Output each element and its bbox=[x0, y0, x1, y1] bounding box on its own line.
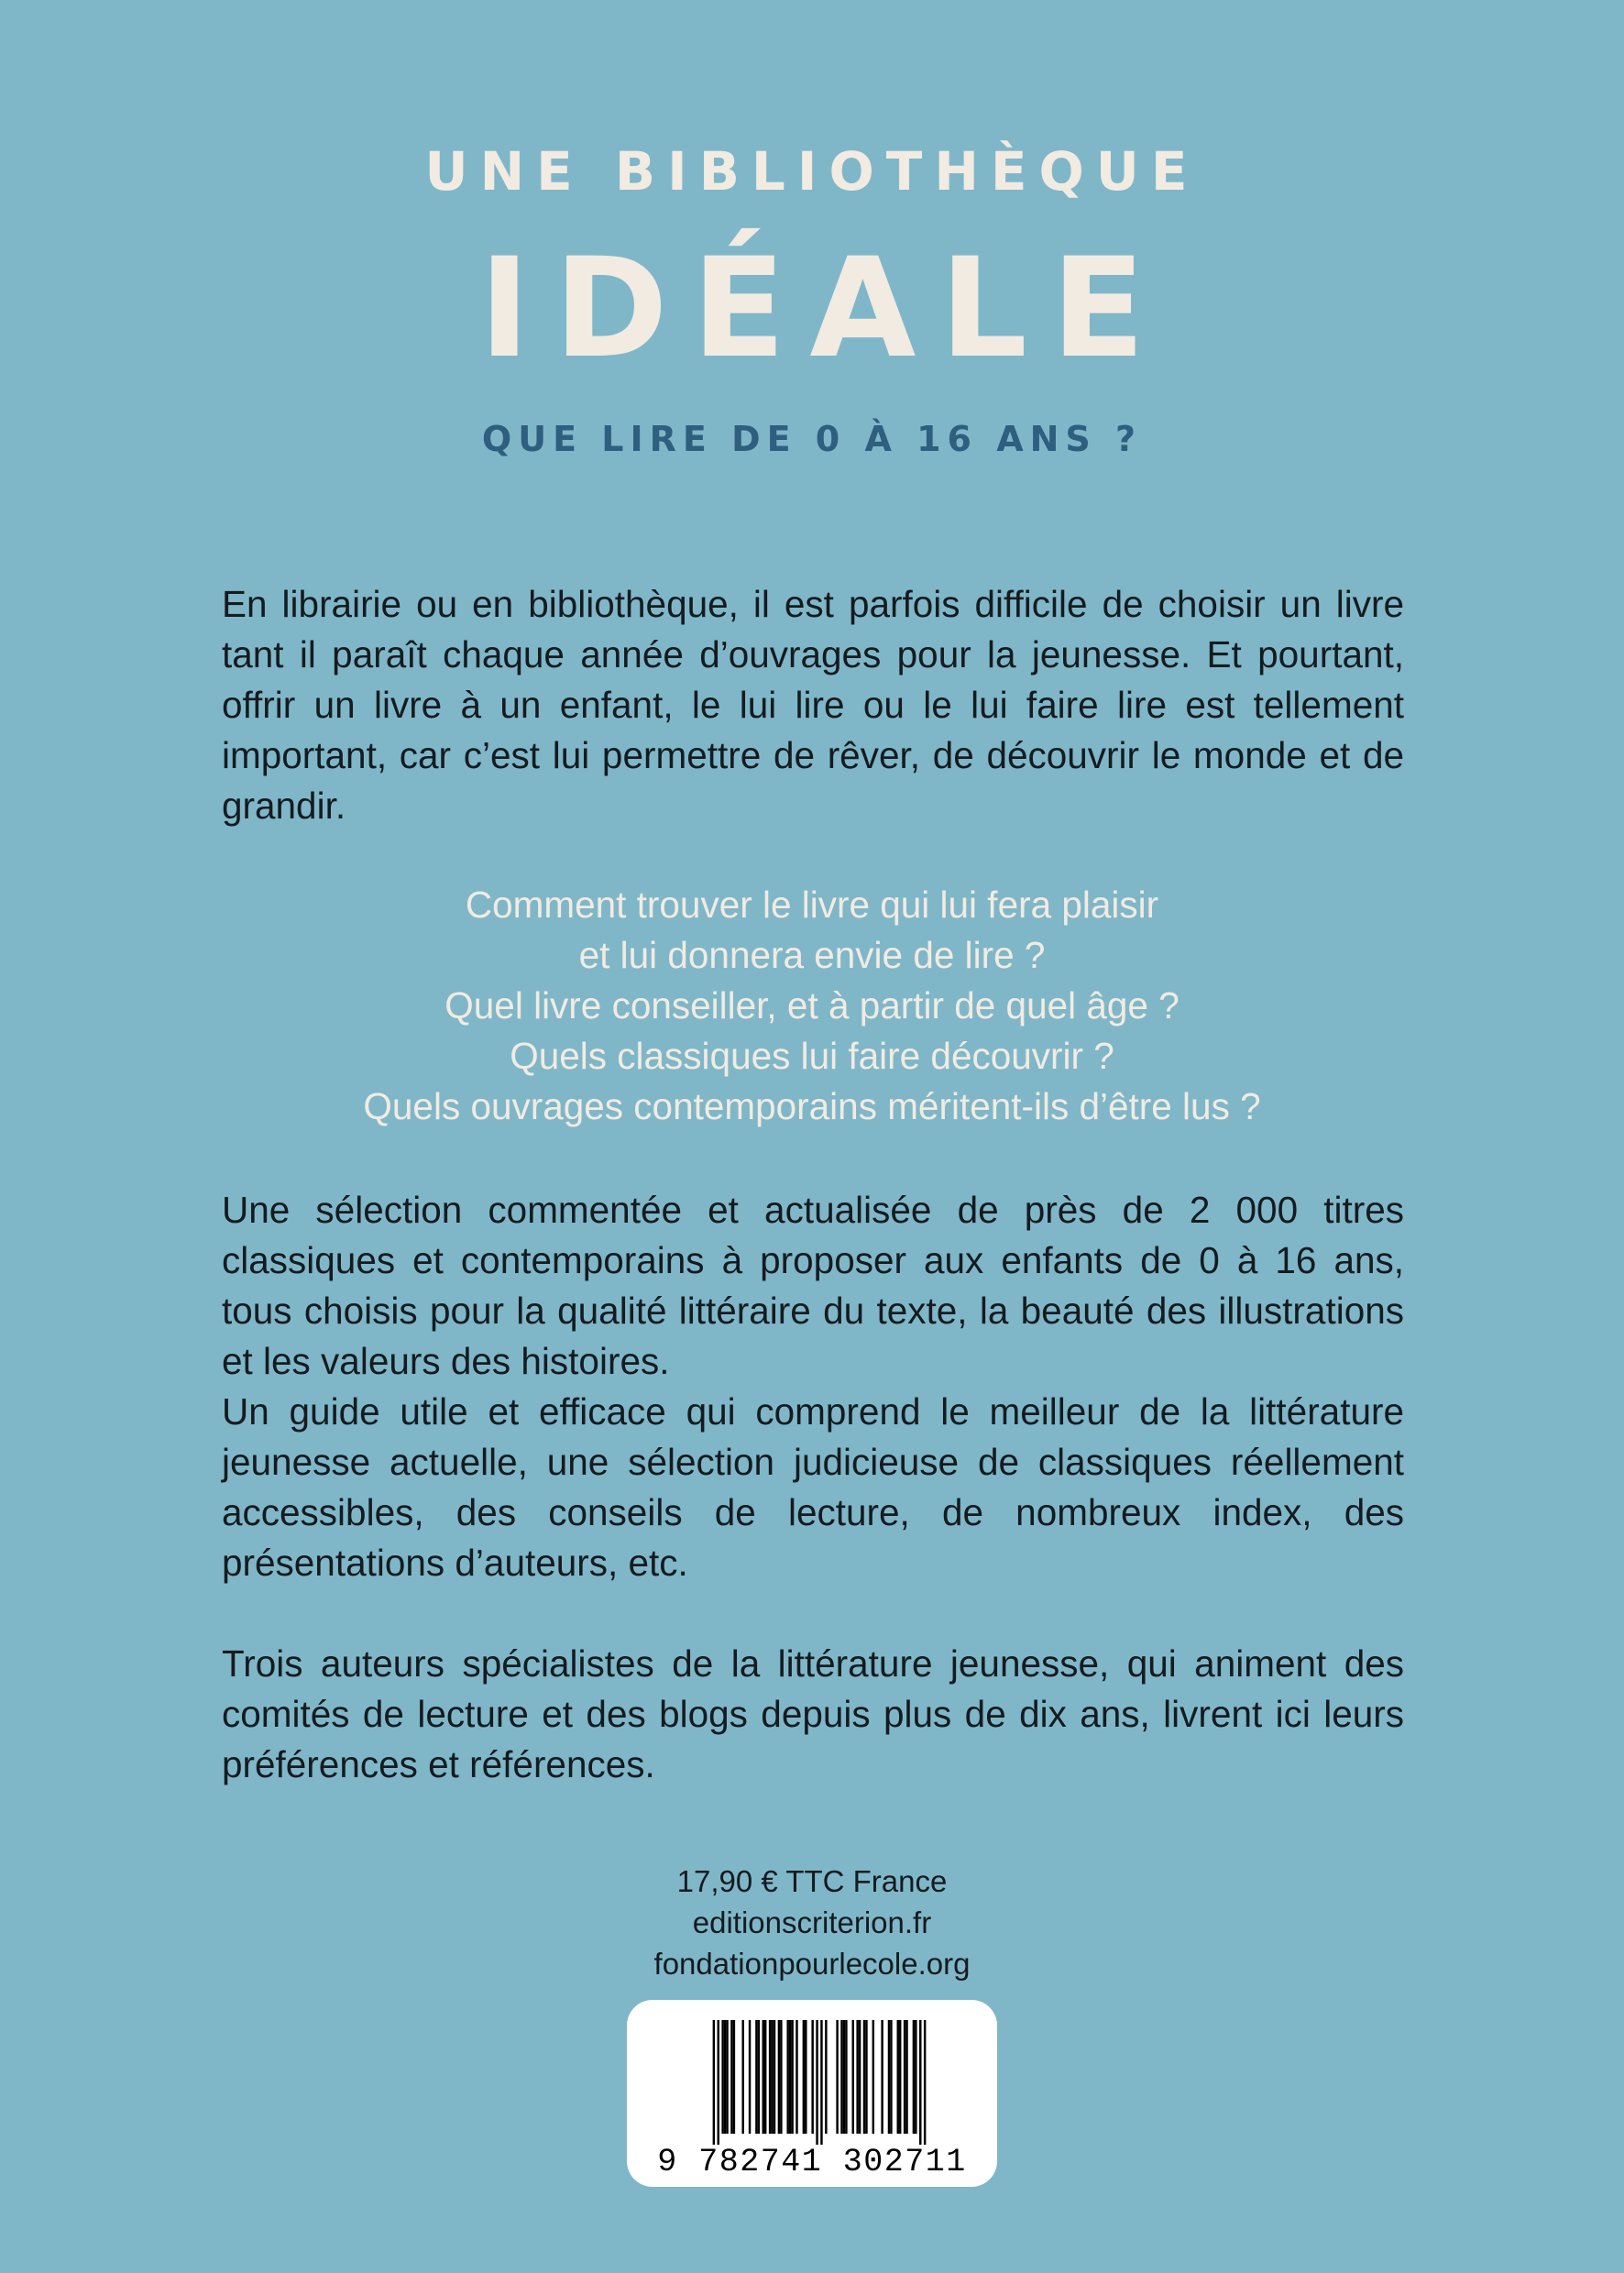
barcode-bar bbox=[778, 2020, 780, 2134]
barcode-bar bbox=[713, 2020, 715, 2145]
barcode-bar bbox=[786, 2020, 788, 2134]
barcode-bar bbox=[724, 2020, 726, 2134]
barcode-bar bbox=[758, 2020, 760, 2134]
foundation-website: fondationpourlecole.org bbox=[653, 1947, 971, 1981]
barcode-bar bbox=[852, 2020, 854, 2134]
barcode-bar bbox=[820, 2020, 822, 2145]
barcode-bar bbox=[755, 2020, 757, 2134]
barcode-bar bbox=[836, 2020, 838, 2134]
barcode-bar bbox=[721, 2020, 723, 2134]
barcode-bar bbox=[796, 2020, 797, 2134]
barcode-bar bbox=[904, 2020, 905, 2134]
barcode-bar bbox=[881, 2020, 883, 2134]
main-title: IDÉALE bbox=[478, 229, 1169, 389]
barcode-bar bbox=[919, 2020, 921, 2145]
title-kicker: UNE BIBLIOTHÈQUE bbox=[424, 140, 1200, 203]
barcode-bar bbox=[845, 2020, 847, 2134]
barcode-bar bbox=[741, 2020, 743, 2134]
barcode-bar bbox=[859, 2020, 861, 2134]
barcode-bar bbox=[897, 2020, 899, 2134]
barcode-bar bbox=[749, 2020, 751, 2134]
question-line: Comment trouver le livre qui lui fera plaisir bbox=[465, 884, 1159, 926]
barcode-bar bbox=[905, 2020, 907, 2134]
publisher-website: editionscriterion.fr bbox=[692, 1905, 932, 1939]
barcode-bar bbox=[888, 2020, 890, 2134]
barcode-bars bbox=[713, 2020, 927, 2145]
barcode-bar bbox=[805, 2020, 807, 2134]
barcode-bar bbox=[865, 2020, 867, 2134]
barcode-digits: 9 782741 302711 bbox=[657, 2144, 967, 2180]
barcode-bar bbox=[733, 2020, 735, 2134]
barcode-bar bbox=[872, 2020, 874, 2134]
barcode-bar bbox=[771, 2020, 773, 2134]
barcode-bar bbox=[924, 2020, 926, 2145]
barcode-bar bbox=[840, 2020, 842, 2134]
question-line: Quels ouvrages contemporains méritent-ils d’être lus ? bbox=[363, 1085, 1261, 1127]
barcode-bar bbox=[764, 2020, 766, 2134]
authors-paragraph: Trois auteurs spécialistes de la littérature jeunesse, qui animent des comités de lecture et des blogs depuis plus de dix ans, livrent ici leurs préférences et références. bbox=[222, 1642, 1404, 1785]
barcode-bar bbox=[816, 2020, 817, 2145]
barcode-bar bbox=[825, 2020, 827, 2134]
barcode-bar bbox=[763, 2020, 764, 2134]
intro-paragraph: En librairie ou en bibliothèque, il est parfois difficile de choisir un livre tant il paraît chaque année d’ouvrages pour la jeunesse. Et pourtant, offrir un livre à un enfant, le lui lire ou le lui faire lire est tellement important, car c’est lui permettre de rêver, de découvrir le monde et de grandir. bbox=[222, 583, 1404, 827]
barcode-bar bbox=[915, 2020, 916, 2134]
guide-paragraph: Un guide utile et efficace qui comprend le meilleur de la littérature jeunesse actuelle, une sélection judicieuse de classiques réellement accessibles, des conseils de lecture, de nombreux index, des présentations d’auteurs, etc. bbox=[222, 1390, 1404, 1584]
barcode-bar bbox=[726, 2020, 728, 2134]
barcode-bar bbox=[863, 2020, 865, 2134]
barcode-bar bbox=[811, 2020, 813, 2134]
barcode-bar bbox=[774, 2020, 775, 2134]
subtitle: QUE LIRE DE 0 À 16 ANS ? bbox=[481, 419, 1143, 459]
barcode-bar bbox=[791, 2020, 793, 2134]
questions-block bbox=[0, 880, 1624, 1132]
barcode-bar bbox=[718, 2020, 719, 2145]
barcode-bar bbox=[843, 2020, 845, 2134]
barcode-panel bbox=[627, 2000, 997, 2187]
barcode-bar bbox=[913, 2020, 915, 2134]
isbn-barcode bbox=[627, 2000, 997, 2187]
question-line: et lui donnera envie de lire ? bbox=[578, 934, 1046, 976]
question-line: Quels classiques lui faire découvrir ? bbox=[510, 1035, 1114, 1077]
barcode-bar bbox=[769, 2020, 771, 2134]
barcode-bar bbox=[890, 2020, 892, 2134]
barcode-bar bbox=[780, 2020, 782, 2134]
barcode-bar bbox=[856, 2020, 858, 2134]
barcode-bar bbox=[803, 2020, 805, 2134]
barcode-bar bbox=[730, 2020, 732, 2134]
barcode-bar bbox=[789, 2020, 791, 2134]
question-line: Quel livre conseiller, et à partir de quel âge ? bbox=[444, 984, 1180, 1027]
selection-paragraph: Une sélection commentée et actualisée de près de 2 000 titres classiques et contemporains à proposer aux enfants de 0 à 16 ans, tous choisis pour la qualité littéraire du texte, la beauté des illustrations et les valeurs des histoires. bbox=[222, 1189, 1404, 1382]
publisher-info bbox=[0, 1861, 1624, 1984]
price-text: 17,90 € TTC France bbox=[676, 1864, 948, 1898]
barcode-bar bbox=[899, 2020, 901, 2134]
